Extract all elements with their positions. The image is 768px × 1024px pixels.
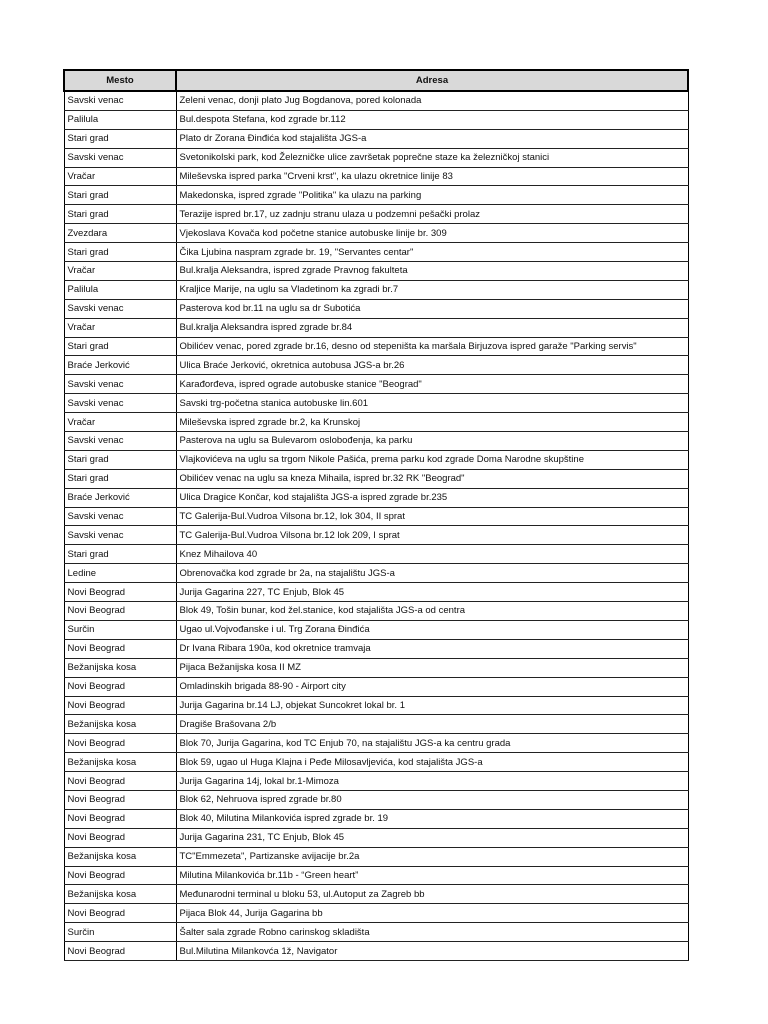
cell-adresa: Blok 70, Jurija Gagarina, kod TC Enjub 70, na stajalištu JGS-a ka centru grada (176, 734, 688, 753)
cell-adresa: Jurija Gagarina 14j, lokal br.1-Mimoza (176, 772, 688, 791)
table-row (64, 507, 688, 526)
cell-mesto: Novi Beograd (64, 639, 176, 658)
table-row (64, 677, 688, 696)
cell-mesto: Bežanijska kosa (64, 658, 176, 677)
table-row (64, 885, 688, 904)
cell-mesto: Savski venac (64, 526, 176, 545)
cell-adresa: Obilićev venac, pored zgrade br.16, desno od stepeništa ka maršala Birjuzova ispred garaže "Parking servis" (176, 337, 688, 356)
cell-mesto: Stari grad (64, 129, 176, 148)
table-row (64, 620, 688, 639)
table-row (64, 394, 688, 413)
cell-mesto: Stari grad (64, 469, 176, 488)
cell-mesto: Vračar (64, 262, 176, 281)
cell-adresa: Karađorđeva, ispred ograde autobuske stanice "Beograd" (176, 375, 688, 394)
cell-adresa: Dr Ivana Ribara 190a, kod okretnice tramvaja (176, 639, 688, 658)
table-row (64, 450, 688, 469)
table-row (64, 318, 688, 337)
cell-mesto: Zvezdara (64, 224, 176, 243)
cell-adresa: Mileševska ispred parka "Crveni krst", ka ulazu okretnice linije 83 (176, 167, 688, 186)
cell-mesto: Novi Beograd (64, 790, 176, 809)
table-row (64, 167, 688, 186)
table-row (64, 942, 688, 961)
cell-mesto: Savski venac (64, 91, 176, 110)
cell-adresa: Obrenovačka kod zgrade br 2a, na stajalištu JGS-a (176, 564, 688, 583)
cell-adresa: TC Galerija-Bul.Vudroa Vilsona br.12 lok 209, I sprat (176, 526, 688, 545)
cell-adresa: Savski trg-početna stanica autobuske lin.601 (176, 394, 688, 413)
cell-mesto: Novi Beograd (64, 583, 176, 602)
table-row (64, 243, 688, 262)
table-row (64, 129, 688, 148)
cell-mesto: Vračar (64, 318, 176, 337)
table-row (64, 772, 688, 791)
cell-adresa: Jurija Gagarina br.14 LJ, objekat Suncokret lokal br. 1 (176, 696, 688, 715)
cell-mesto: Novi Beograd (64, 828, 176, 847)
table-row (64, 639, 688, 658)
cell-adresa: Zeleni venac, donji plato Jug Bogdanova, pored kolonada (176, 91, 688, 110)
cell-adresa: Kraljice Marije, na uglu sa Vladetinom ka zgradi br.7 (176, 280, 688, 299)
cell-mesto: Bežanijska kosa (64, 753, 176, 772)
cell-mesto: Savski venac (64, 432, 176, 451)
table-row (64, 809, 688, 828)
cell-adresa: Pasterova kod br.11 na uglu sa dr Subotića (176, 299, 688, 318)
table-row (64, 186, 688, 205)
table-row (64, 262, 688, 281)
cell-adresa: Svetonikolski park, kod Železničke ulice završetak poprečne staze ka železničkoj stanici (176, 148, 688, 167)
cell-mesto: Surčin (64, 923, 176, 942)
cell-mesto: Braće Jerković (64, 356, 176, 375)
cell-mesto: Stari grad (64, 337, 176, 356)
table-row (64, 526, 688, 545)
table-row (64, 658, 688, 677)
cell-mesto: Palilula (64, 280, 176, 299)
table-row (64, 734, 688, 753)
cell-mesto: Ledine (64, 564, 176, 583)
cell-adresa: Ugao ul.Vojvođanske i ul. Trg Zorana Đinđića (176, 620, 688, 639)
cell-mesto: Novi Beograd (64, 696, 176, 715)
locations-table (63, 69, 689, 961)
table-row (64, 280, 688, 299)
table-row (64, 828, 688, 847)
cell-adresa: Obilićev venac na uglu sa kneza Mihaila, ispred br.32 RK "Beograd" (176, 469, 688, 488)
cell-mesto: Stari grad (64, 545, 176, 564)
table-row (64, 469, 688, 488)
table-row (64, 224, 688, 243)
table-row (64, 413, 688, 432)
cell-adresa: Ulica Braće Jerković, okretnica autobusa JGS-a br.26 (176, 356, 688, 375)
cell-adresa: Mileševska ispred zgrade br.2, ka Krunskoj (176, 413, 688, 432)
cell-mesto: Stari grad (64, 186, 176, 205)
table-row (64, 205, 688, 224)
cell-adresa: Vlajkovićeva na uglu sa trgom Nikole Pašića, prema parku kod zgrade Doma Narodne skupštine (176, 450, 688, 469)
table-row (64, 602, 688, 621)
table-row (64, 337, 688, 356)
column-header-adresa: Adresa (176, 70, 688, 91)
cell-adresa: Blok 49, Tošin bunar, kod žel.stanice, kod stajališta JGS-a od centra (176, 602, 688, 621)
cell-mesto: Stari grad (64, 205, 176, 224)
table-row (64, 904, 688, 923)
cell-mesto: Surčin (64, 620, 176, 639)
cell-adresa: Bul.Milutina Milankovća 1ž, Navigator (176, 942, 688, 961)
cell-adresa: Terazije ispred br.17, uz zadnju stranu ulaza u podzemni pešački prolaz (176, 205, 688, 224)
cell-mesto: Novi Beograd (64, 866, 176, 885)
table-row (64, 847, 688, 866)
cell-adresa: Bul.kralja Aleksandra ispred zgrade br.84 (176, 318, 688, 337)
cell-adresa: Pijaca Bežanijska kosa II MZ (176, 658, 688, 677)
header-row (64, 70, 688, 91)
cell-adresa: Blok 62, Nehruova ispred zgrade br.80 (176, 790, 688, 809)
cell-adresa: Pasterova na uglu sa Bulevarom oslobođenja, ka parku (176, 432, 688, 451)
cell-mesto: Novi Beograd (64, 734, 176, 753)
cell-mesto: Stari grad (64, 243, 176, 262)
cell-adresa: Vjekoslava Kovača kod početne stanice autobuske linije br. 309 (176, 224, 688, 243)
cell-adresa: Šalter sala zgrade Robno carinskog skladišta (176, 923, 688, 942)
table-row (64, 488, 688, 507)
table-row (64, 923, 688, 942)
cell-adresa: Bul.despota Stefana, kod zgrade br.112 (176, 110, 688, 129)
cell-adresa: Bul.kralja Aleksandra, ispred zgrade Pravnog fakulteta (176, 262, 688, 281)
cell-mesto: Novi Beograd (64, 809, 176, 828)
table-row (64, 110, 688, 129)
cell-adresa: Dragiše Brašovana 2/b (176, 715, 688, 734)
cell-mesto: Vračar (64, 167, 176, 186)
cell-adresa: Knez Mihailova 40 (176, 545, 688, 564)
cell-mesto: Novi Beograd (64, 772, 176, 791)
cell-adresa: Makedonska, ispred zgrade "Politika" ka ulazu na parking (176, 186, 688, 205)
table-row (64, 432, 688, 451)
cell-mesto: Bežanijska kosa (64, 715, 176, 734)
spreadsheet-table (63, 69, 687, 961)
table-row (64, 715, 688, 734)
table-row (64, 375, 688, 394)
cell-adresa: Jurija Gagarina 231, TC Enjub, Blok 45 (176, 828, 688, 847)
table-row (64, 583, 688, 602)
cell-mesto: Braće Jerković (64, 488, 176, 507)
cell-adresa: Čika Ljubina naspram zgrade br. 19, "Servantes centar" (176, 243, 688, 262)
cell-adresa: Ulica Dragice Končar, kod stajališta JGS-a ispred zgrade br.235 (176, 488, 688, 507)
cell-mesto: Novi Beograd (64, 677, 176, 696)
table-row (64, 790, 688, 809)
cell-mesto: Novi Beograd (64, 602, 176, 621)
table-row (64, 148, 688, 167)
cell-adresa: Međunarodni terminal u bloku 53, ul.Autoput za Zagreb bb (176, 885, 688, 904)
cell-adresa: Jurija Gagarina 227, TC Enjub, Blok 45 (176, 583, 688, 602)
cell-adresa: Milutina Milankovića br.11b - “Green heart” (176, 866, 688, 885)
cell-adresa: Omladinskih brigada 88-90 - Airport city (176, 677, 688, 696)
table-row (64, 564, 688, 583)
cell-mesto: Bežanijska kosa (64, 847, 176, 866)
cell-adresa: Pijaca Blok 44, Jurija Gagarina bb (176, 904, 688, 923)
cell-mesto: Savski venac (64, 148, 176, 167)
column-header-mesto: Mesto (64, 70, 176, 91)
table-body (64, 91, 688, 960)
table-row (64, 356, 688, 375)
cell-adresa: TC"Emmezeta", Partizanske avijacije br.2a (176, 847, 688, 866)
cell-mesto: Novi Beograd (64, 942, 176, 961)
cell-mesto: Novi Beograd (64, 904, 176, 923)
cell-mesto: Savski venac (64, 507, 176, 526)
table-row (64, 753, 688, 772)
cell-adresa: Plato dr Zorana Đinđića kod stajališta JGS-a (176, 129, 688, 148)
cell-mesto: Bežanijska kosa (64, 885, 176, 904)
cell-mesto: Stari grad (64, 450, 176, 469)
cell-mesto: Savski venac (64, 375, 176, 394)
table-row (64, 696, 688, 715)
cell-mesto: Savski venac (64, 299, 176, 318)
cell-mesto: Palilula (64, 110, 176, 129)
cell-adresa: TC Galerija-Bul.Vudroa Vilsona br.12, lok 304, II sprat (176, 507, 688, 526)
cell-mesto: Vračar (64, 413, 176, 432)
table-row (64, 299, 688, 318)
cell-mesto: Savski venac (64, 394, 176, 413)
cell-adresa: Blok 40, Milutina Milankovića ispred zgrade br. 19 (176, 809, 688, 828)
table-row (64, 545, 688, 564)
table-row (64, 866, 688, 885)
table-row (64, 91, 688, 110)
cell-adresa: Blok 59, ugao ul Huga Klajna i Peđe Milosavljevića, kod stajališta JGS-a (176, 753, 688, 772)
